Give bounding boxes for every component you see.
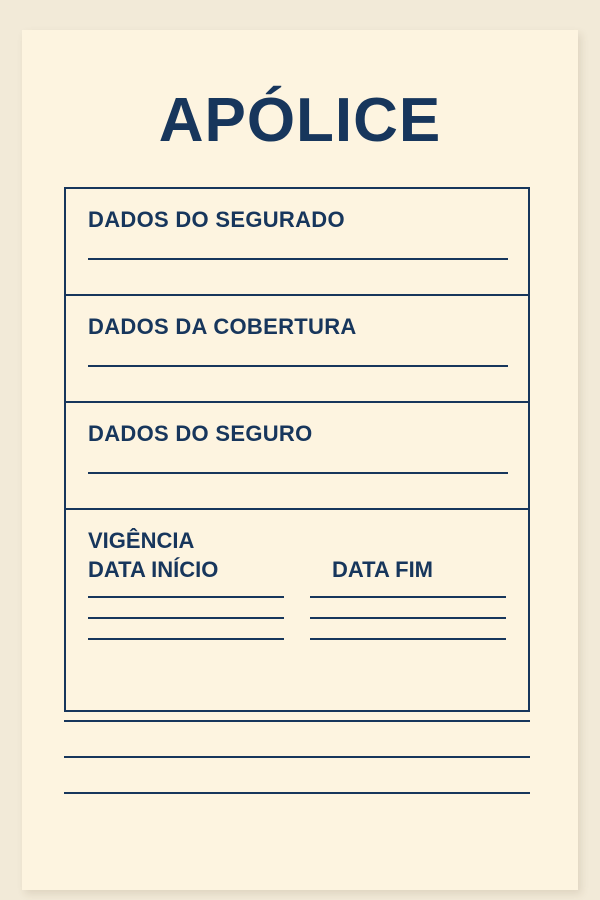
section-label: DADOS DO SEGURO (88, 421, 313, 446)
blank-write-line[interactable] (88, 617, 284, 619)
policy-card (22, 30, 578, 890)
vigencia-start-column (88, 557, 284, 640)
section-label: DADOS DA COBERTURA (88, 314, 357, 339)
policy-table (64, 187, 530, 712)
blank-write-line[interactable] (88, 638, 284, 640)
footer-note-lines (64, 720, 530, 794)
blank-write-line[interactable] (88, 365, 508, 367)
blank-write-line[interactable] (310, 596, 506, 598)
blank-write-line[interactable] (64, 792, 530, 794)
blank-write-line[interactable] (310, 638, 506, 640)
blank-write-line[interactable] (88, 258, 508, 260)
section-row-cobertura (66, 296, 528, 403)
vigencia-end-column (310, 557, 506, 640)
blank-write-line[interactable] (64, 756, 530, 758)
section-row-vigencia (66, 510, 528, 710)
page-title: APÓLICE (158, 86, 442, 155)
blank-write-line[interactable] (64, 720, 530, 722)
vigencia-columns (88, 557, 506, 640)
blank-write-line[interactable] (88, 596, 284, 598)
blank-write-line[interactable] (310, 617, 506, 619)
data-inicio-label: DATA INÍCIO (88, 556, 219, 582)
blank-write-line[interactable] (88, 472, 508, 474)
section-label: DADOS DO SEGURADO (88, 207, 345, 232)
vigencia-heading: VIGÊNCIA (88, 528, 195, 553)
data-fim-label: DATA FIM (332, 556, 434, 582)
section-row-seguro (66, 403, 528, 510)
section-row-segurado (66, 189, 528, 296)
